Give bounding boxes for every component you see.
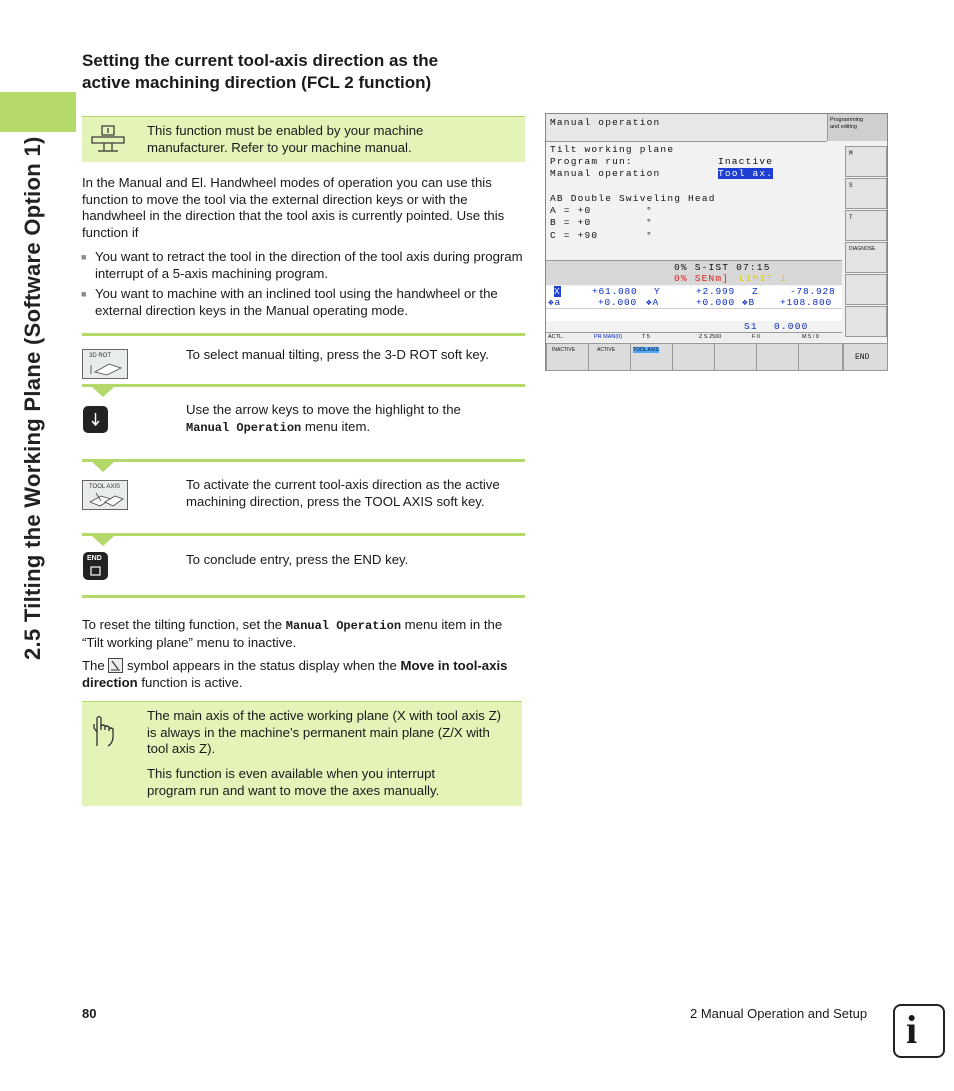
spindle-load: 0% SENm] xyxy=(674,273,730,284)
program-run-label: Program run: xyxy=(550,156,633,167)
vertical-softkey-t[interactable]: T xyxy=(845,210,887,241)
cnc-screenshot xyxy=(545,113,888,371)
program-run-value[interactable]: Inactive xyxy=(718,156,774,167)
position-row-1: X +61.080 Y +2.999 Z -78.928 xyxy=(546,286,842,297)
info-icon: i xyxy=(893,1004,945,1058)
section-title: Setting the current tool-axis direction as the active machining direction (FCL 2 function) xyxy=(82,51,439,92)
empty-softkey[interactable] xyxy=(756,343,799,371)
end-key-label: END xyxy=(87,555,102,562)
deg-unit: ° xyxy=(646,217,653,228)
arrow-down-key[interactable] xyxy=(83,406,108,433)
step-divider xyxy=(82,533,525,536)
tool-axis-icon xyxy=(87,490,125,508)
tool-axis-status-icon xyxy=(108,658,123,673)
blank-row xyxy=(546,308,842,321)
vertical-softkey-s[interactable]: S xyxy=(845,178,887,209)
note-text: This function must be enabled by your machine manufacturer. Refer to your machine manual. xyxy=(147,123,424,155)
deg-unit: ° xyxy=(646,205,653,216)
tilted-plane-icon xyxy=(89,360,123,376)
symbol-paragraph: The symbol appears in the status display when the Move in tool-axis direction function is active. xyxy=(82,658,508,690)
end-square-icon xyxy=(90,566,101,576)
bullet-1: ■ You want to retract the tool in the direction of the tool axis during program interrupt of a 5-axis machining program. xyxy=(95,249,525,282)
step-arrow xyxy=(92,462,114,472)
programming-mode-tab[interactable]: Programming and editing xyxy=(827,114,887,141)
angle-a[interactable]: A = +0 xyxy=(550,205,592,216)
active-softkey[interactable]: ACTIVE xyxy=(588,343,631,371)
side-title: 2.5 Tilting the Working Plane (Software Option 1) xyxy=(20,136,45,660)
limit-indicator: LIMIT 1 xyxy=(739,273,788,284)
position-row-2: ❖a +0.000 ❖A +0.000 ❖B +108.800 xyxy=(546,297,842,308)
step-3-text: To activate the current tool-axis direction as the active machining direction, press the TOOL AXIS soft key. xyxy=(186,477,500,509)
end-key[interactable] xyxy=(83,552,108,580)
deg-unit: ° xyxy=(646,230,653,241)
machine-note xyxy=(82,116,525,162)
spindle-status: 0% S-IST 07:15 xyxy=(674,262,771,273)
diagnose-softkey[interactable]: DIAGNOSE xyxy=(845,242,887,273)
step-arrow xyxy=(92,536,114,546)
step-arrow xyxy=(92,387,114,397)
step-divider xyxy=(82,459,525,462)
tool-axis-screen-softkey[interactable]: TOOL AXIS xyxy=(630,343,673,371)
spindle-value: 0.000 xyxy=(774,321,809,332)
manual-op-label: Manual operation xyxy=(550,168,661,179)
machine-icon xyxy=(90,125,126,153)
vertical-softkey-m[interactable]: M xyxy=(845,146,887,177)
footer-chapter: 2 Manual Operation and Setup xyxy=(690,1006,868,1021)
tool-axis-softkey[interactable]: TOOL AXIS xyxy=(82,480,128,510)
empty-softkey[interactable] xyxy=(714,343,757,371)
step-divider xyxy=(82,595,525,598)
page-number: 80 xyxy=(82,1006,97,1021)
step-divider xyxy=(82,333,525,336)
step-divider xyxy=(82,384,525,387)
arrow-down-icon xyxy=(91,413,100,426)
pointing-hand-icon xyxy=(90,714,116,748)
spindle-label: S1 xyxy=(744,321,758,332)
empty-softkey[interactable] xyxy=(798,343,843,371)
step-4-text: To conclude entry, press the END key. xyxy=(186,552,409,567)
angle-b[interactable]: B = +0 xyxy=(550,217,592,228)
note-text-1: The main axis of the active working plane (X with tool axis Z) is always in the machine’s permanent main plane (Z/X with tool axis Z). xyxy=(147,708,502,756)
kinematics-name: AB Double Swiveling Head xyxy=(550,193,716,204)
vertical-softkey-empty[interactable] xyxy=(845,274,887,305)
step-1-text: To select manual tilting, press the 3-D ROT soft key. xyxy=(186,347,489,362)
hand-note xyxy=(82,701,522,806)
inactive-softkey[interactable]: INACTIVE xyxy=(546,343,589,371)
3d-rot-softkey[interactable]: 3D ROT xyxy=(82,349,128,379)
end-screen-softkey[interactable]: END xyxy=(843,343,888,371)
step-2-text: Use the arrow keys to move the highlight to the Manual Operation menu item. xyxy=(186,402,461,435)
bullet-2: ■ You want to machine with an inclined tool using the handwheel or the external direction keys in the Manual operating mode. xyxy=(95,286,525,319)
vertical-softkey-empty[interactable] xyxy=(845,306,887,337)
screen-mode-title: Manual operation xyxy=(550,117,661,128)
empty-softkey[interactable] xyxy=(672,343,715,371)
menu-title: Tilt working plane xyxy=(550,144,675,155)
status-bar: ACTL. PR MAN(0) T 5 Z S 2500 F 0 M 5 / 9 xyxy=(546,332,842,342)
note-text-2: This function is even available when you interrupt program run and want to move the axes manually. xyxy=(147,766,440,798)
angle-c[interactable]: C = +90 xyxy=(550,230,599,241)
intro-paragraph: In the Manual and El. Handwheel modes of operation you can use this function to move the tool via the external direction keys or with the handwheel in the direction that the tool axis is currently pointed. Use this function if xyxy=(82,175,505,240)
reset-paragraph: To reset the tilting function, set the Manual Operation menu item in the “Tilt working plane” menu to inactive. xyxy=(82,617,503,650)
manual-op-value[interactable]: Tool ax. xyxy=(718,168,774,179)
